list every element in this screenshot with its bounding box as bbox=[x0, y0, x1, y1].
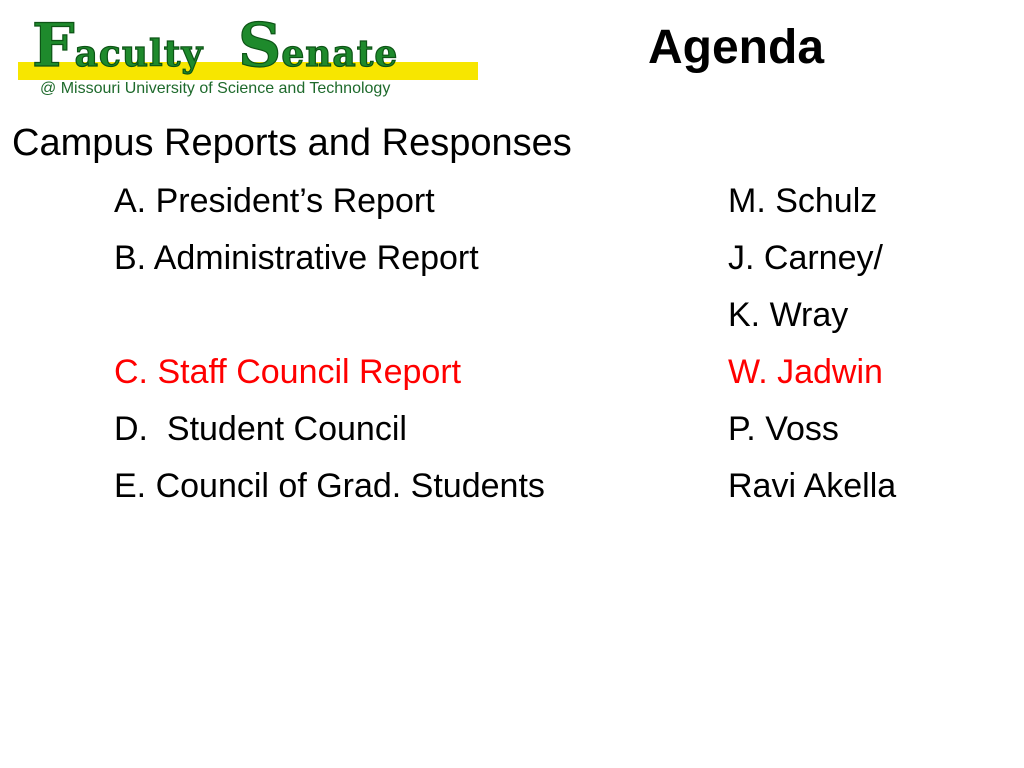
logo-word-senate-rest: enate bbox=[281, 33, 399, 75]
agenda-item-presenter: M. Schulz bbox=[728, 182, 878, 220]
logo-word-faculty bbox=[32, 11, 204, 81]
agenda-item-label: A. President’s Report bbox=[114, 182, 435, 220]
agenda-item-label: B. Administrative Report bbox=[114, 239, 479, 277]
agenda-row bbox=[0, 184, 1024, 241]
agenda-row-highlighted bbox=[0, 355, 1024, 412]
faculty-senate-logo bbox=[18, 11, 480, 106]
agenda-row bbox=[0, 241, 1024, 298]
logo-word-senate bbox=[238, 11, 399, 81]
agenda-row bbox=[0, 469, 1024, 526]
slide-title: Agenda bbox=[648, 21, 825, 74]
agenda-item-presenter: W. Jadwin bbox=[728, 353, 883, 391]
agenda-list bbox=[0, 184, 1024, 526]
agenda-item-label: C. Staff Council Report bbox=[114, 353, 462, 391]
logo-tagline: @ Missouri University of Science and Technology bbox=[40, 80, 391, 97]
agenda-item-presenter: Ravi Akella bbox=[728, 467, 897, 505]
logo-word-faculty-rest: aculty bbox=[74, 33, 204, 75]
logo-initial-s: S bbox=[238, 11, 282, 81]
agenda-item-presenter: K. Wray bbox=[728, 296, 849, 334]
logo-initial-f: F bbox=[32, 11, 75, 81]
agenda-row bbox=[0, 298, 1024, 355]
section-heading: Campus Reports and Responses bbox=[12, 122, 572, 164]
agenda-item-label: E. Council of Grad. Students bbox=[114, 467, 545, 505]
agenda-item-presenter: P. Voss bbox=[728, 410, 839, 448]
agenda-row bbox=[0, 412, 1024, 469]
agenda-item-presenter: J. Carney/ bbox=[728, 239, 883, 277]
agenda-item-label: D. Student Council bbox=[114, 410, 407, 448]
